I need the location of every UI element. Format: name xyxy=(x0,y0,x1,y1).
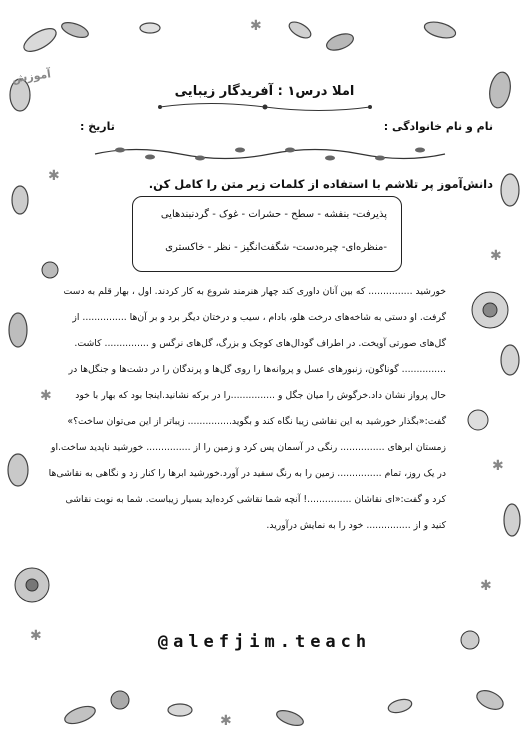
svg-text:✱: ✱ xyxy=(40,388,52,404)
passage-line: گرفت. او دستی به شاخه‌های درخت هلو، بادام ، سیب و درختان دیگر برد و بر آن‌ها ............... از xyxy=(72,312,446,323)
passage-line: کنید و از ............... خود را به نمایش درآورید. xyxy=(266,520,446,531)
svg-text:✱: ✱ xyxy=(250,18,262,34)
word-bank-line: پذیرفت- بنفشه - سطح - حشرات - غوک - گردنبندهایی xyxy=(160,209,387,220)
passage-line: خورشید ............... که بین آنان داوری کند چهار هنرمند شروع به کار کردند. اول ، بهار قلم به دست xyxy=(63,286,446,297)
vine-divider xyxy=(90,145,450,163)
name-label: نام و نام خانوادگی : xyxy=(383,120,493,133)
site-logo: آموزش xyxy=(11,67,52,86)
date-label: تاریخ : xyxy=(80,120,115,133)
svg-text:✱: ✱ xyxy=(492,458,504,474)
passage-line: کرد و گفت:«ای نقاشان ...............! آنچه شما نقاشی کرده‌اید بسیار زیباست. شما به نوبت نقاشی xyxy=(65,494,446,505)
svg-text:✱: ✱ xyxy=(490,248,502,264)
instruction-text: دانش‌آموز پر تلاشم با استفاده از کلمات زیر متن را کامل کن. xyxy=(148,177,493,191)
word-bank-box xyxy=(132,196,402,272)
passage-line: گل‌های صورتی آویخت. در اطراف گودال‌های کوچک و بزرگ، گل‌های نرگس و ............... کاشت. xyxy=(74,338,446,349)
svg-text:✱: ✱ xyxy=(30,628,42,644)
passage-line: زمستان ابرهای ............... رنگی در آسمان پس کرد و زمین را از ............... خورشید ناپدید ساخت.او xyxy=(50,442,446,453)
page-title: املا درس۱ : آفریدگار زیبایی xyxy=(174,84,355,99)
social-handle: @alefjim.teach xyxy=(157,632,372,652)
dictation-passage xyxy=(48,279,446,539)
svg-text:✱: ✱ xyxy=(220,713,232,729)
passage-line: گفت:«بگذار خورشید به این نقاشی زیبا نگاه کند و بگوید............... زیباتر از این می‌توان ساخت؟» xyxy=(67,416,446,427)
word-bank-line: -منظره‌ای- چیره‌دست- شگفت‌انگیز - نظر - خاکستری xyxy=(165,242,387,253)
title-ornament xyxy=(150,100,380,114)
svg-text:✱: ✱ xyxy=(480,578,492,594)
passage-line: در یک روز، تمام ............... زمین را به رنگ سفید در آورد.خورشید ابرها را کنار زد و نگاهی به نقاشی‌ها xyxy=(48,468,446,479)
passage-line: حال پرواز نشان داد.خرگوش را میان جگل و ...............را در برکه نشانید.اینجا بود که بهار با خود xyxy=(75,390,446,401)
svg-text:✱: ✱ xyxy=(48,168,60,184)
passage-line: ............... گوناگون، زنبورهای عسل و پروانه‌ها را روی گل‌ها و پرندگان را در دشت‌ها و جنگل‌ها در xyxy=(68,364,446,375)
student-info-row xyxy=(80,120,493,136)
